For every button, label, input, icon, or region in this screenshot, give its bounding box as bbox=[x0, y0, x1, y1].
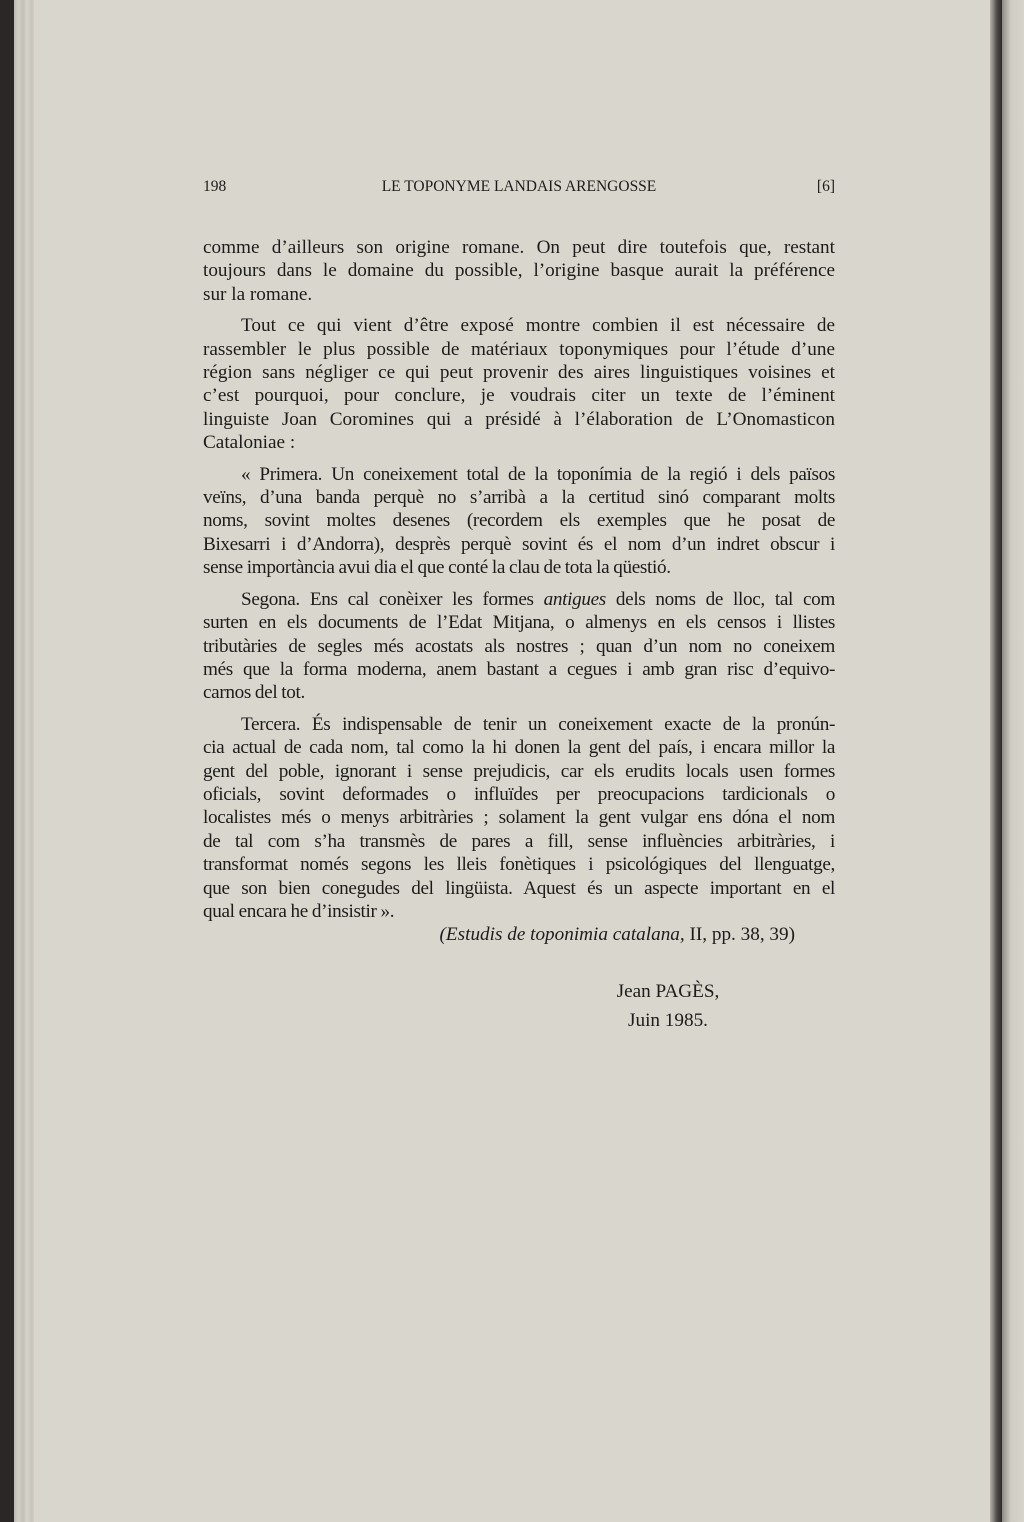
text-line: qual encara he d’insistir ». bbox=[203, 900, 395, 922]
text-line: sense importància avui dia el que conté la clau de tota la qüestió. bbox=[203, 557, 671, 579]
citation-title: (Estudis de toponimia catalana, bbox=[439, 924, 685, 945]
text-run: Segona. Ens cal conèixer les formes bbox=[241, 588, 544, 610]
paragraph bbox=[203, 314, 835, 454]
text-line: linguiste Joan Coromines qui a présidé à l’élaboration de L’Onomasticon bbox=[203, 408, 835, 430]
signature-date: Juin 1985. bbox=[628, 1010, 708, 1031]
text-line: carnos del tot. bbox=[203, 682, 305, 704]
text-line: de tal com s’ha transmès de pares a fill, sense influències arbitràries, i bbox=[203, 830, 835, 852]
text-line: Bixesarri i d’Andorra), desprès perquè sovint és el nom d’un indret obscur i bbox=[203, 533, 835, 555]
text-line: veïns, d’una banda perquè no s’arribà a la certitud sinó comparant molts bbox=[203, 487, 835, 509]
text-line: comme d’ailleurs son origine romane. On peut dire toutefois que, restant bbox=[203, 237, 835, 258]
text-line: Cataloniae : bbox=[203, 432, 296, 454]
paragraph bbox=[203, 236, 835, 306]
text-line: tributàries de segles més acostats als nostres ; quan d’un nom no coneixem bbox=[203, 635, 835, 657]
author-signature: Jean PAGÈS, bbox=[616, 981, 720, 1002]
body-text bbox=[203, 236, 835, 931]
text-line: rassembler le plus possible de matériaux toponymiques pour l’étude d’une bbox=[203, 338, 835, 360]
text-line: noms, sovint moltes desenes (recordem els exemples que he posat de bbox=[203, 510, 835, 532]
running-title: LE TOPONYME LANDAIS ARENGOSSE bbox=[381, 178, 657, 195]
section-number: [6] bbox=[816, 178, 835, 195]
text-line: sur la romane. bbox=[203, 283, 313, 305]
text-line: Tercera. És indispensable de tenir un coneixement exacte de la pronún- bbox=[241, 713, 835, 735]
text-line bbox=[203, 588, 835, 611]
running-header bbox=[203, 178, 835, 198]
text-line: oficials, sovint deformades o influïdes per preocupacions tardicionals o bbox=[203, 783, 835, 805]
facing-page-edge bbox=[1002, 0, 1024, 1522]
text-line: localistes més o menys arbitràries ; solament la gent vulgar ens dóna el nom bbox=[203, 807, 835, 829]
text-line: cia actual de cada nom, tal como la hi donen la gent del país, i encara millor la bbox=[203, 737, 835, 759]
text-run: dels noms de lloc, tal com bbox=[605, 588, 835, 610]
text-line: que son bien conegudes del lingüista. Aquest és un aspecte important en el bbox=[203, 877, 835, 899]
citation-reference: II, pp. 38, 39) bbox=[684, 924, 795, 945]
text-line: gent del poble, ignorant i sense prejudicis, car els erudits locals usen formes bbox=[203, 760, 835, 782]
quote-paragraph-tercera bbox=[203, 713, 835, 924]
text-line: « Primera. Un coneixement total de la toponímia de la regió i dels països bbox=[241, 463, 835, 485]
text-line: toujours dans le domaine du possible, l’origine basque aurait la préférence bbox=[203, 260, 835, 282]
text-line: Tout ce qui vient d’être exposé montre combien il est nécessaire de bbox=[241, 315, 835, 337]
citation bbox=[203, 924, 795, 946]
page-stack-edge bbox=[14, 0, 36, 1522]
text-line: c’est pourquoi, pour conclure, je voudrais citer un texte de l’éminent bbox=[203, 385, 835, 407]
text-line: région sans négliger ce qui peut provenir des aires linguistiques voisines et bbox=[203, 362, 835, 384]
italic-term: antigues bbox=[543, 588, 606, 610]
text-line: surten en els documents de l’Edat Mitjana, o almenys en els censos i llistes bbox=[203, 612, 835, 634]
book-gutter bbox=[990, 0, 1002, 1522]
quote-paragraph-primera bbox=[203, 463, 835, 580]
text-line: més que la forma moderna, anem bastant a cegues i amb gran risc d’equivo- bbox=[203, 658, 835, 680]
page-number: 198 bbox=[203, 178, 227, 195]
quote-paragraph-segona bbox=[203, 588, 835, 705]
text-line: transformat només segons les lleis fonètiques i psicológiques del llenguatge, bbox=[203, 854, 835, 876]
